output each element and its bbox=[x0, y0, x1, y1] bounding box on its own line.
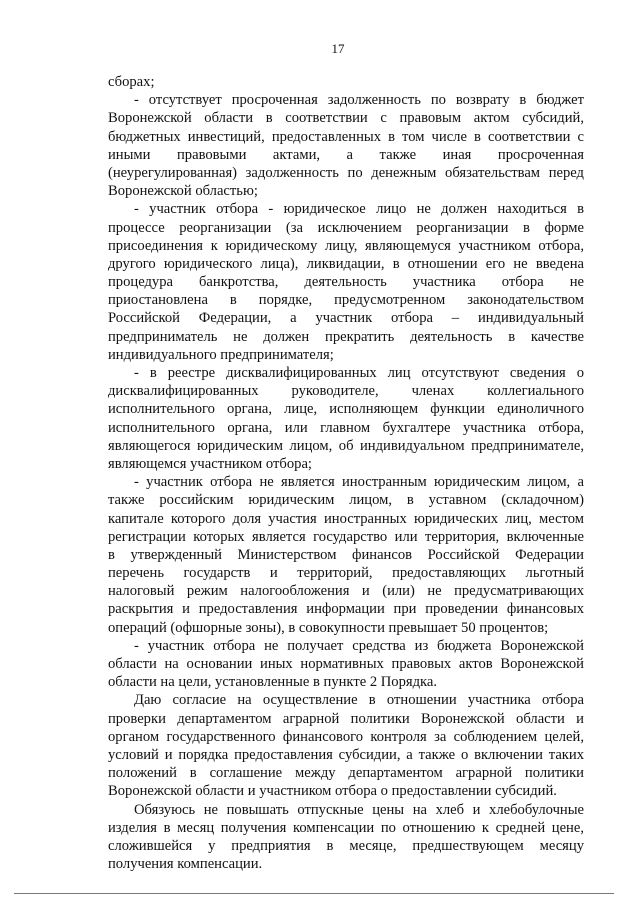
text-line: также российским юридическим лицом, в уставном (складочном) bbox=[108, 492, 584, 509]
text-line: области на основании иных нормативных правовых актов Воронежской bbox=[108, 656, 584, 672]
text-line: предприниматель не должен прекратить деятельность в качестве bbox=[108, 328, 584, 345]
text-line: - отсутствует просроченная задолженность по возврату в бюджет bbox=[134, 92, 584, 109]
text-line: иными правовыми актами, а также иная просроченная bbox=[108, 146, 584, 163]
text-line: приостановлена в порядке, предусмотренном законодательством bbox=[108, 292, 584, 309]
page-number: 17 bbox=[331, 41, 345, 56]
text-line: области на цели, установленные в пункте 2 Порядка. bbox=[108, 674, 438, 691]
text-line: в утвержденный Министерством финансов Российской Федерации bbox=[108, 546, 584, 563]
text-line: капитале которого доля участия иностранных юридических лиц, местом bbox=[108, 510, 584, 527]
text-line: являющегося юридическим лицом, об индивидуальном предпринимателе, bbox=[108, 437, 584, 454]
text-line: перечень государств и территорий, предоставляющих льготный bbox=[108, 565, 584, 582]
footer-divider bbox=[14, 893, 614, 894]
text-line: Воронежской области и участником отбора о предоставлении субсидий. bbox=[108, 783, 557, 800]
text-line: положений в соглашение между департаментом аграрной политики bbox=[108, 765, 584, 782]
text-line: раскрытия и предоставления информации при проведении финансовых bbox=[108, 601, 584, 618]
text-line: дисквалифицированных руководителе, членах коллегиального bbox=[108, 383, 584, 400]
text-line: регистрации которых является государство или территория, включенные bbox=[108, 528, 584, 545]
text-line: Российской Федерации, а участник отбора – индивидуальный bbox=[108, 310, 584, 327]
text-line: присоединения к юридическому лицу, являющемуся участником отбора, bbox=[108, 237, 584, 254]
text-line: получения компенсации. bbox=[108, 856, 263, 873]
text-line: органом государственного финансового контроля за соблюдением целей, bbox=[108, 728, 584, 745]
text-line: индивидуального предпринимателя; bbox=[108, 346, 334, 363]
text-line: другого юридического лица), ликвидации, в отношении его не введена bbox=[108, 255, 584, 272]
text-line: процедура банкротства, деятельность участника отбора не bbox=[108, 274, 584, 291]
text-line: Воронежской областью; bbox=[108, 183, 258, 200]
text-line: изделия в месяц получения компенсации по отношению к средней цене, bbox=[108, 819, 584, 836]
text-line: - участник отбора - юридическое лицо не должен находиться в bbox=[134, 201, 584, 218]
text-line: - участник отбора не получает средства из бюджета Воронежской bbox=[134, 637, 584, 654]
text-line: сборах; bbox=[108, 74, 155, 90]
text-line: процессе реорганизации (за исключением реорганизации в форме bbox=[108, 219, 584, 236]
text-line: - участник отбора не является иностранным юридическим лицом, а bbox=[134, 474, 584, 491]
text-line: Обязуюсь не повышать отпускные цены на хлеб и хлебобулочные bbox=[134, 801, 584, 818]
text-line: сложившейся у предприятия в месяце, предшествующем месяцу bbox=[108, 837, 584, 854]
text-line: - в реестре дисквалифицированных лиц отсутствуют сведения о bbox=[134, 365, 584, 381]
text-line: условий и порядка предоставления субсидии, а также о включении таких bbox=[108, 746, 584, 763]
text-line: (неурегулированная) задолженность по денежным обязательствам перед bbox=[108, 164, 584, 181]
text-line: Даю согласие на осуществление в отношении участника отбора bbox=[134, 692, 584, 709]
text-line: бюджетных инвестиций, предоставленных в том числе в соответствии с bbox=[108, 128, 584, 145]
text-line: проверки департаментом аграрной политики Воронежской области и bbox=[108, 710, 584, 727]
text-line: операций (офшорные зоны), в совокупности превышает 50 процентов; bbox=[108, 619, 549, 636]
document-body bbox=[108, 73, 584, 873]
text-line: исполнительного органа, лице, исполняющем функции единоличного bbox=[108, 401, 584, 418]
text-line: налоговый режим налогообложения и (или) не предусматривающих bbox=[108, 583, 584, 600]
text-line: исполнительного органа, или главном бухгалтере участника отбора, bbox=[108, 419, 584, 436]
text-line: являющемся участником отбора; bbox=[108, 455, 312, 472]
text-line: Воронежской области в соответствии с правовым актом субсидий, bbox=[108, 110, 584, 127]
